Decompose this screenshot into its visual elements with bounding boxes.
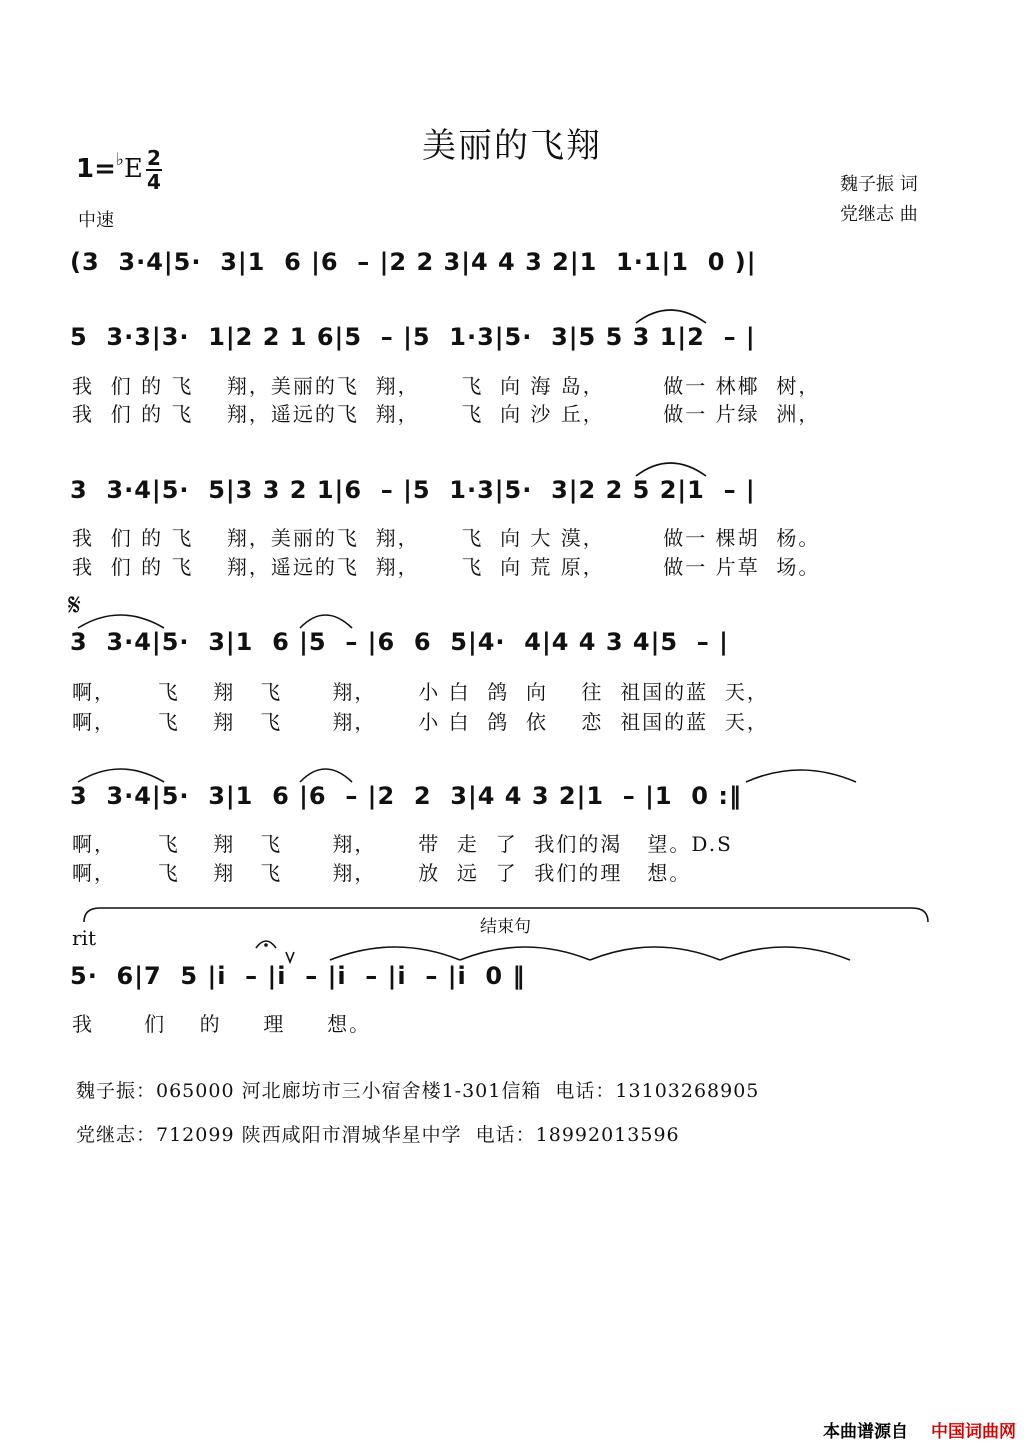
contact-line-composer: 党继志：712099 陕西咸阳市渭城华星中学 电话：18992013596 <box>76 1124 680 1146</box>
page-title: 美丽的飞翔 <box>422 126 602 166</box>
slur-arc <box>78 769 164 782</box>
tie-arc <box>330 947 460 960</box>
rit-marking: rit <box>72 926 96 950</box>
time-signature <box>146 148 162 192</box>
lyric-line-4-verse-2: 啊， 飞 翔 飞 翔， 放 远 了 我们的理 想。 <box>72 861 692 885</box>
breath-mark <box>286 952 294 962</box>
notation-line-5: 5· 6|7 5 |i – |i – |i – |i – |i 0 ‖ <box>70 962 526 990</box>
flat-symbol: ♭ <box>115 150 124 170</box>
source-label: 本曲谱源自 <box>823 1422 908 1442</box>
lyric-line-2-verse-2: 我 们 的 飞 翔，遥远的飞 翔， 飞 向 荒 原， 做一 片草 场。 <box>72 555 821 579</box>
source-site-link[interactable]: 中国词曲网 <box>931 1422 1016 1442</box>
lyric-line-2-verse-1: 我 们 的 飞 翔，美丽的飞 翔， 飞 向 大 漠， 做一 棵胡 杨。 <box>72 526 821 550</box>
lyric-line-1-verse-2: 我 们 的 飞 翔，遥远的飞 翔， 飞 向 沙 丘， 做一 片绿 洲， <box>72 402 821 426</box>
lyric-line-5: 我 们 的 理 想。 <box>72 1012 372 1036</box>
slur-arc <box>636 310 706 323</box>
key-note: E <box>123 154 143 184</box>
notation-line-3: 3 3·4|5· 3|1 6 |5 – |6 6 5|4· 4|4 4 3 4|5 – | <box>70 628 729 656</box>
notation-line-4: 3 3·4|5· 3|1 6 |6 – |2 2 3|4 4 3 2|1 – |1 0 :‖ <box>70 782 742 810</box>
notation-line-2: 3 3·4|5· 5|3 3 2 1|6 – |5 1·3|5· 3|2 2 5 2|1 – | <box>70 476 756 504</box>
slur-arc <box>300 615 352 628</box>
notation-line-1: 5 3·3|3· 1|2 2 1 6|5 – |5 1·3|5· 3|5 5 3 1|2 – | <box>70 323 756 351</box>
tie-arc <box>746 770 856 782</box>
lyric-line-1-verse-1: 我 们 的 飞 翔，美丽的飞 翔， 飞 向 海 岛， 做一 林椰 树， <box>72 374 821 398</box>
slur-arc <box>78 615 164 628</box>
fermata-icon <box>256 941 276 948</box>
tempo-marking: 中速 <box>78 210 114 231</box>
notation-line-0: (3 3·4|5· 3|1 6 |6 – |2 2 3|4 4 3 2|1 1·1|1 0 )| <box>70 248 757 276</box>
ending-label: 结束句 <box>480 917 531 937</box>
key-signature <box>76 150 143 184</box>
contact-line-lyricist: 魏子振：065000 河北廊坊市三小宿舍楼1-301信箱 电话：13103268905 <box>76 1080 760 1102</box>
fermata-dot <box>264 943 268 947</box>
time-signature-bottom: 4 <box>147 170 161 194</box>
key-prefix: 1= <box>76 154 116 184</box>
slur-arc <box>300 769 352 782</box>
slur-arc <box>636 463 706 476</box>
time-signature-top: 2 <box>147 146 161 170</box>
tie-arc <box>460 947 590 960</box>
lyric-line-4-verse-1: 啊， 飞 翔 飞 翔， 带 走 了 我们的渴 望。D.S <box>72 832 733 856</box>
segno-sign: 𝄋 <box>68 588 81 623</box>
lyric-line-3-verse-2: 啊， 飞 翔 飞 翔， 小 白 鸽 依 恋 祖国的蓝 天， <box>72 710 769 734</box>
tie-arc <box>720 947 850 960</box>
lyricist-credit: 魏子振 词 <box>840 174 918 195</box>
tie-arc <box>590 947 720 960</box>
lyric-line-3-verse-1: 啊， 飞 翔 飞 翔， 小 白 鸽 向 往 祖国的蓝 天， <box>72 680 769 704</box>
composer-credit: 党继志 曲 <box>840 204 918 225</box>
